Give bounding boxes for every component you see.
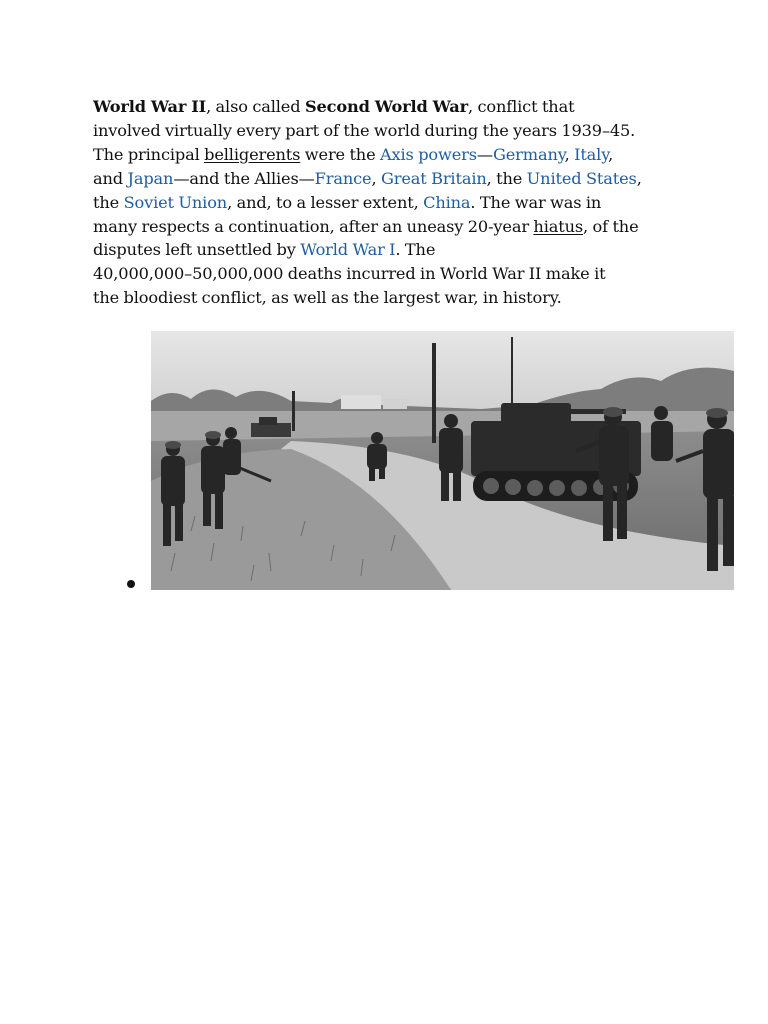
paragraph-line [93,262,683,286]
paragraph-line [93,286,683,310]
link-china[interactable]: China [423,192,471,212]
text-run: the [93,192,124,212]
text-run: involved virtually every part of the world during the years 1939–45. [93,120,636,140]
link-hiatus[interactable]: hiatus [533,216,584,236]
bold-term: World War II [93,97,207,116]
war-photo [151,331,734,590]
link-japan[interactable]: Japan [127,168,174,188]
paragraph-line [93,191,683,215]
text-run: . The [395,240,436,260]
link-united-states[interactable]: United States [526,168,637,188]
link-great-britain[interactable]: Great Britain [380,168,487,188]
link-world-war-i[interactable]: World War I [300,240,396,260]
link-germany[interactable]: Germany [492,144,565,164]
text-run: , of the [583,216,639,236]
list-bullet [127,580,135,588]
link-belligerents[interactable]: belligerents [204,144,301,164]
paragraph-line [93,119,683,143]
text-run: many respects a continuation, after an uneasy 20-year [93,216,534,236]
text-run: —and the Allies— [173,168,315,188]
text-run: the bloodiest conflict, as well as the largest war, in history. [93,288,562,308]
text-run: and [93,168,128,188]
text-run: disputes left unsettled by [93,240,301,260]
paragraph-line [93,95,683,119]
paragraph-line [93,238,683,262]
text-run: , and, to a lesser extent, [227,192,424,212]
text-run: , also called [206,97,305,116]
text-run: 40,000,000–50,000,000 deaths incurred in World War II make it [93,264,606,284]
text-run: , [608,144,614,164]
link-france[interactable]: France [314,168,372,188]
text-run: , [636,168,642,188]
article-paragraph [93,95,683,310]
text-run: , the [486,168,527,188]
link-soviet-union[interactable]: Soviet Union [123,192,228,212]
text-run: were the [300,144,381,164]
paragraph-line [93,143,683,167]
text-run: — [476,144,493,164]
text-run: The principal [93,144,205,164]
paragraph-line [93,167,683,191]
link-italy[interactable]: Italy [574,144,609,164]
bold-term: Second World War [304,97,468,116]
text-run: , [564,144,575,164]
text-run: . The war was in [470,192,602,212]
link-axis-powers[interactable]: Axis powers [380,144,477,164]
paragraph-line [93,215,683,239]
text-run: , [371,168,381,188]
text-run: , conflict that [468,97,575,116]
war-photo-drawing [151,331,734,590]
